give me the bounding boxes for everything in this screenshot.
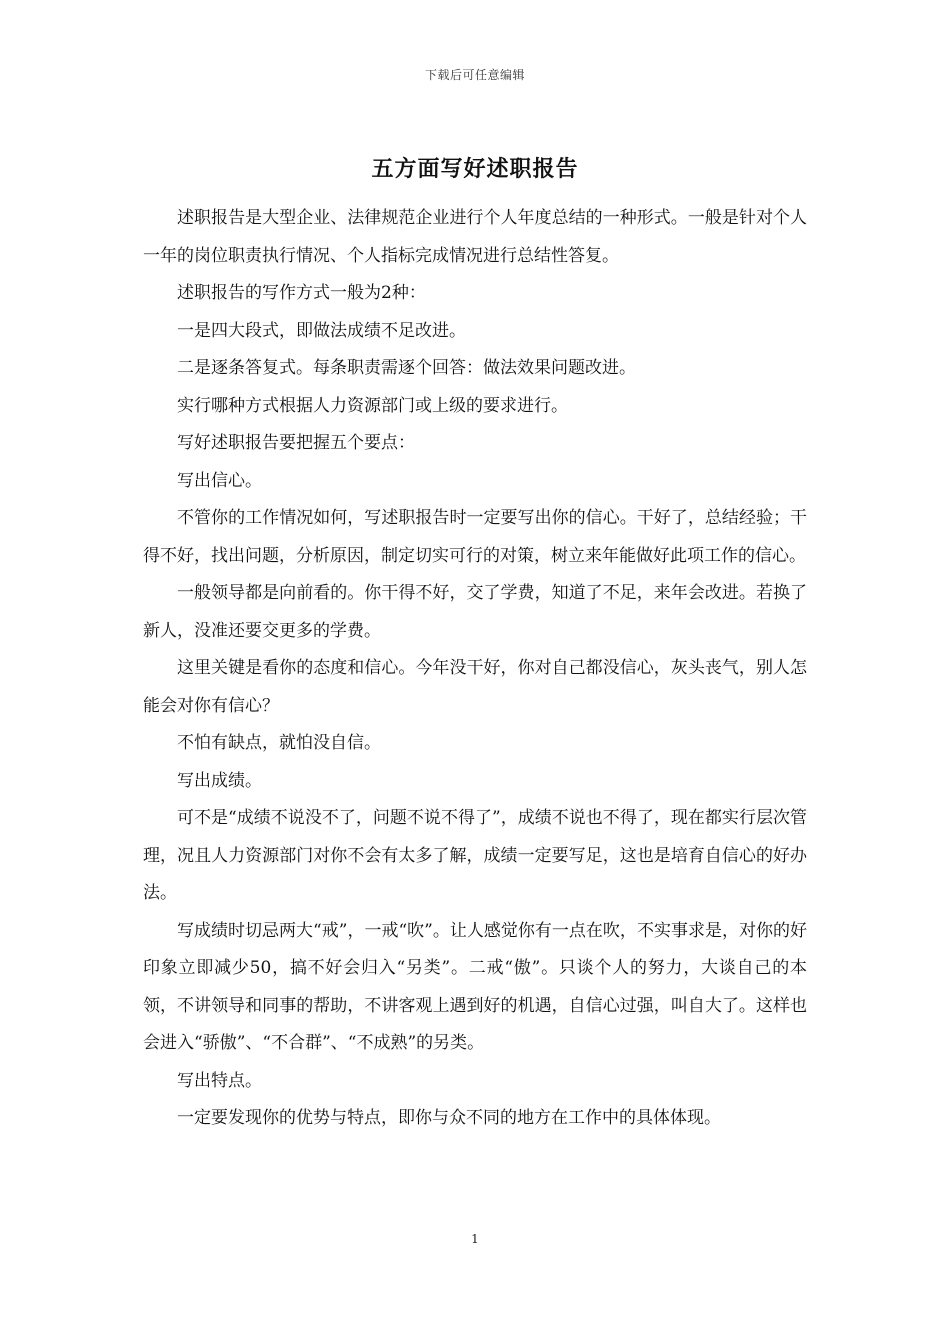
section-heading-achievements: 写出成绩。	[177, 770, 262, 791]
paragraph-1: 述职报告是大型企业、法律规范企业进行个人年度总结的一种形式。一般是针对个人一年的岗位职责执行情况、个人指标完成情况进行总结性答复。	[143, 208, 807, 266]
header-note: 下载后可任意编辑	[424, 68, 525, 82]
section-heading-features: 写出特点。	[177, 1070, 262, 1091]
paragraph-11: 不怕有缺点，就怕没自信。	[177, 733, 381, 753]
paragraph-4: 二是逐条答复式。每条职责需逐个回答：做法效果问题改进。	[177, 358, 636, 378]
paragraph-3: 一是四大段式，即做法成绩不足改进。	[177, 320, 466, 341]
paragraph-5: 实行哪种方式根据人力资源部门或上级的要求进行。	[177, 395, 568, 416]
section-heading-confidence: 写出信心。	[177, 470, 262, 491]
paragraph-10: 这里关键是看你的态度和信心。今年没干好，你对自己都没信心，灰头丧气，别人怎能会对你有信心？	[143, 658, 807, 716]
paragraph-14: 写成绩时切忌两大“戒”，一戒“吹”。让人感觉你有一点在吹，不实事求是，对你的好印象立即减少50，搞不好会归入“另类”。二戒“傲”。只谈个人的努力，大谈自己的本领，不讲领导和同事的帮助，不讲客观上遇到好的机遇，自信心过强，叫自大了。这样也会进入“骄傲”、“不合群”、“不成熟”的另类。	[143, 920, 807, 1053]
paragraph-9: 一般领导都是向前看的。你干得不好，交了学费，知道了不足，来年会改进。若换了新人，没准还要交更多的学费。	[143, 583, 807, 641]
paragraph-13: 可不是“成绩不说没不了，问题不说不得了”，成绩不说也不得了，现在都实行层次管理，况且人力资源部门对你不会有太多了解，成绩一定要写足，这也是培育自信心的好办法。	[143, 808, 807, 903]
paragraph-6: 写好述职报告要把握五个要点：	[177, 433, 415, 453]
page-number: 1	[471, 1232, 479, 1246]
paragraph-2: 述职报告的写作方式一般为2种：	[177, 283, 426, 303]
paragraph-8: 不管你的工作情况如何，写述职报告时一定要写出你的信心。干好了，总结经验；干得不好，找出问题，分析原因，制定切实可行的对策，树立来年能做好此项工作的信心。	[143, 508, 807, 566]
document-body	[143, 200, 807, 1138]
paragraph-16: 一定要发现你的优势与特点，即你与众不同的地方在工作中的具体体现。	[177, 1108, 721, 1128]
document-title: 五方面写好述职报告	[371, 156, 579, 182]
